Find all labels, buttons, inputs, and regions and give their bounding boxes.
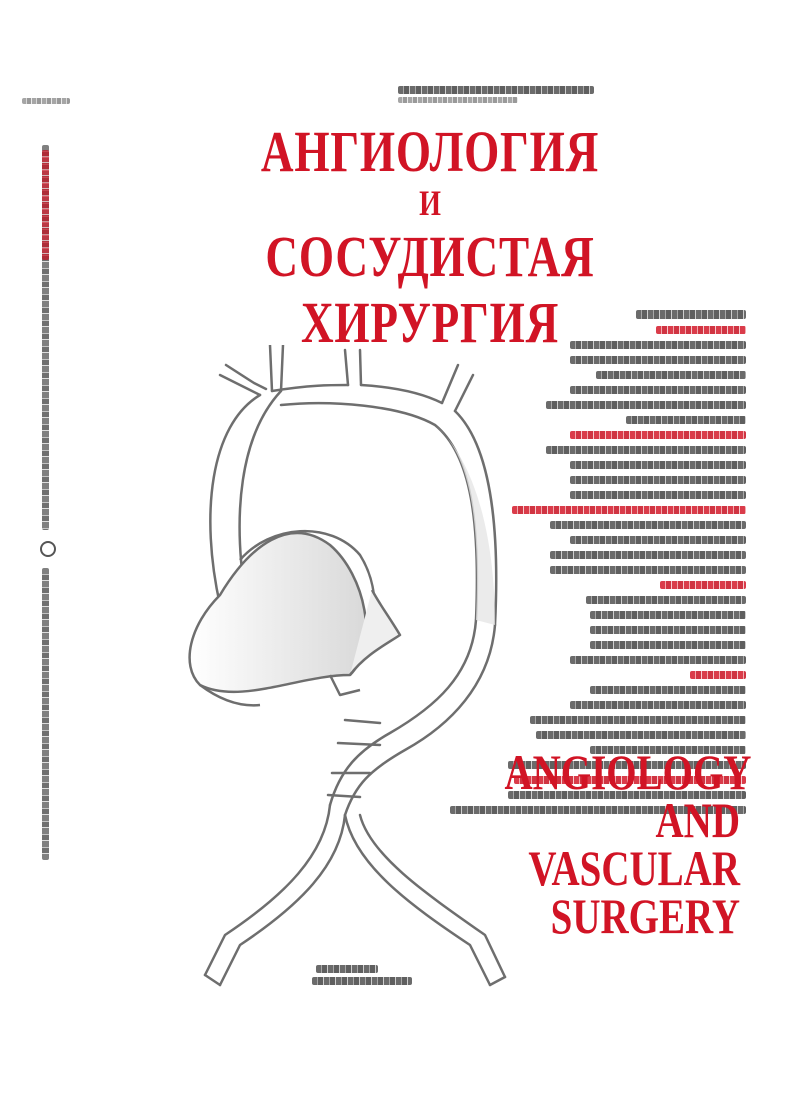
title-english-line2: AND VASCULAR <box>528 792 740 896</box>
aortic-arch-illustration-icon <box>180 345 520 995</box>
spine-text-bottom <box>42 568 49 860</box>
publisher-line <box>398 86 598 103</box>
title-english-line3: SURGERY <box>550 888 740 944</box>
title-russian-line3: СОСУДИСТАЯ ХИРУРГИЯ <box>265 224 595 355</box>
title-russian-line1: АНГИОЛОГИЯ <box>260 119 600 184</box>
bottom-imprint <box>312 965 422 985</box>
title-russian-line2: И <box>419 183 441 223</box>
title-english-line1: ANGIOLOGY <box>504 744 752 800</box>
title-english <box>504 744 752 944</box>
spine-text-top-mark <box>42 150 49 260</box>
spine-logo-icon <box>40 541 56 557</box>
spine-top-text <box>22 98 70 104</box>
